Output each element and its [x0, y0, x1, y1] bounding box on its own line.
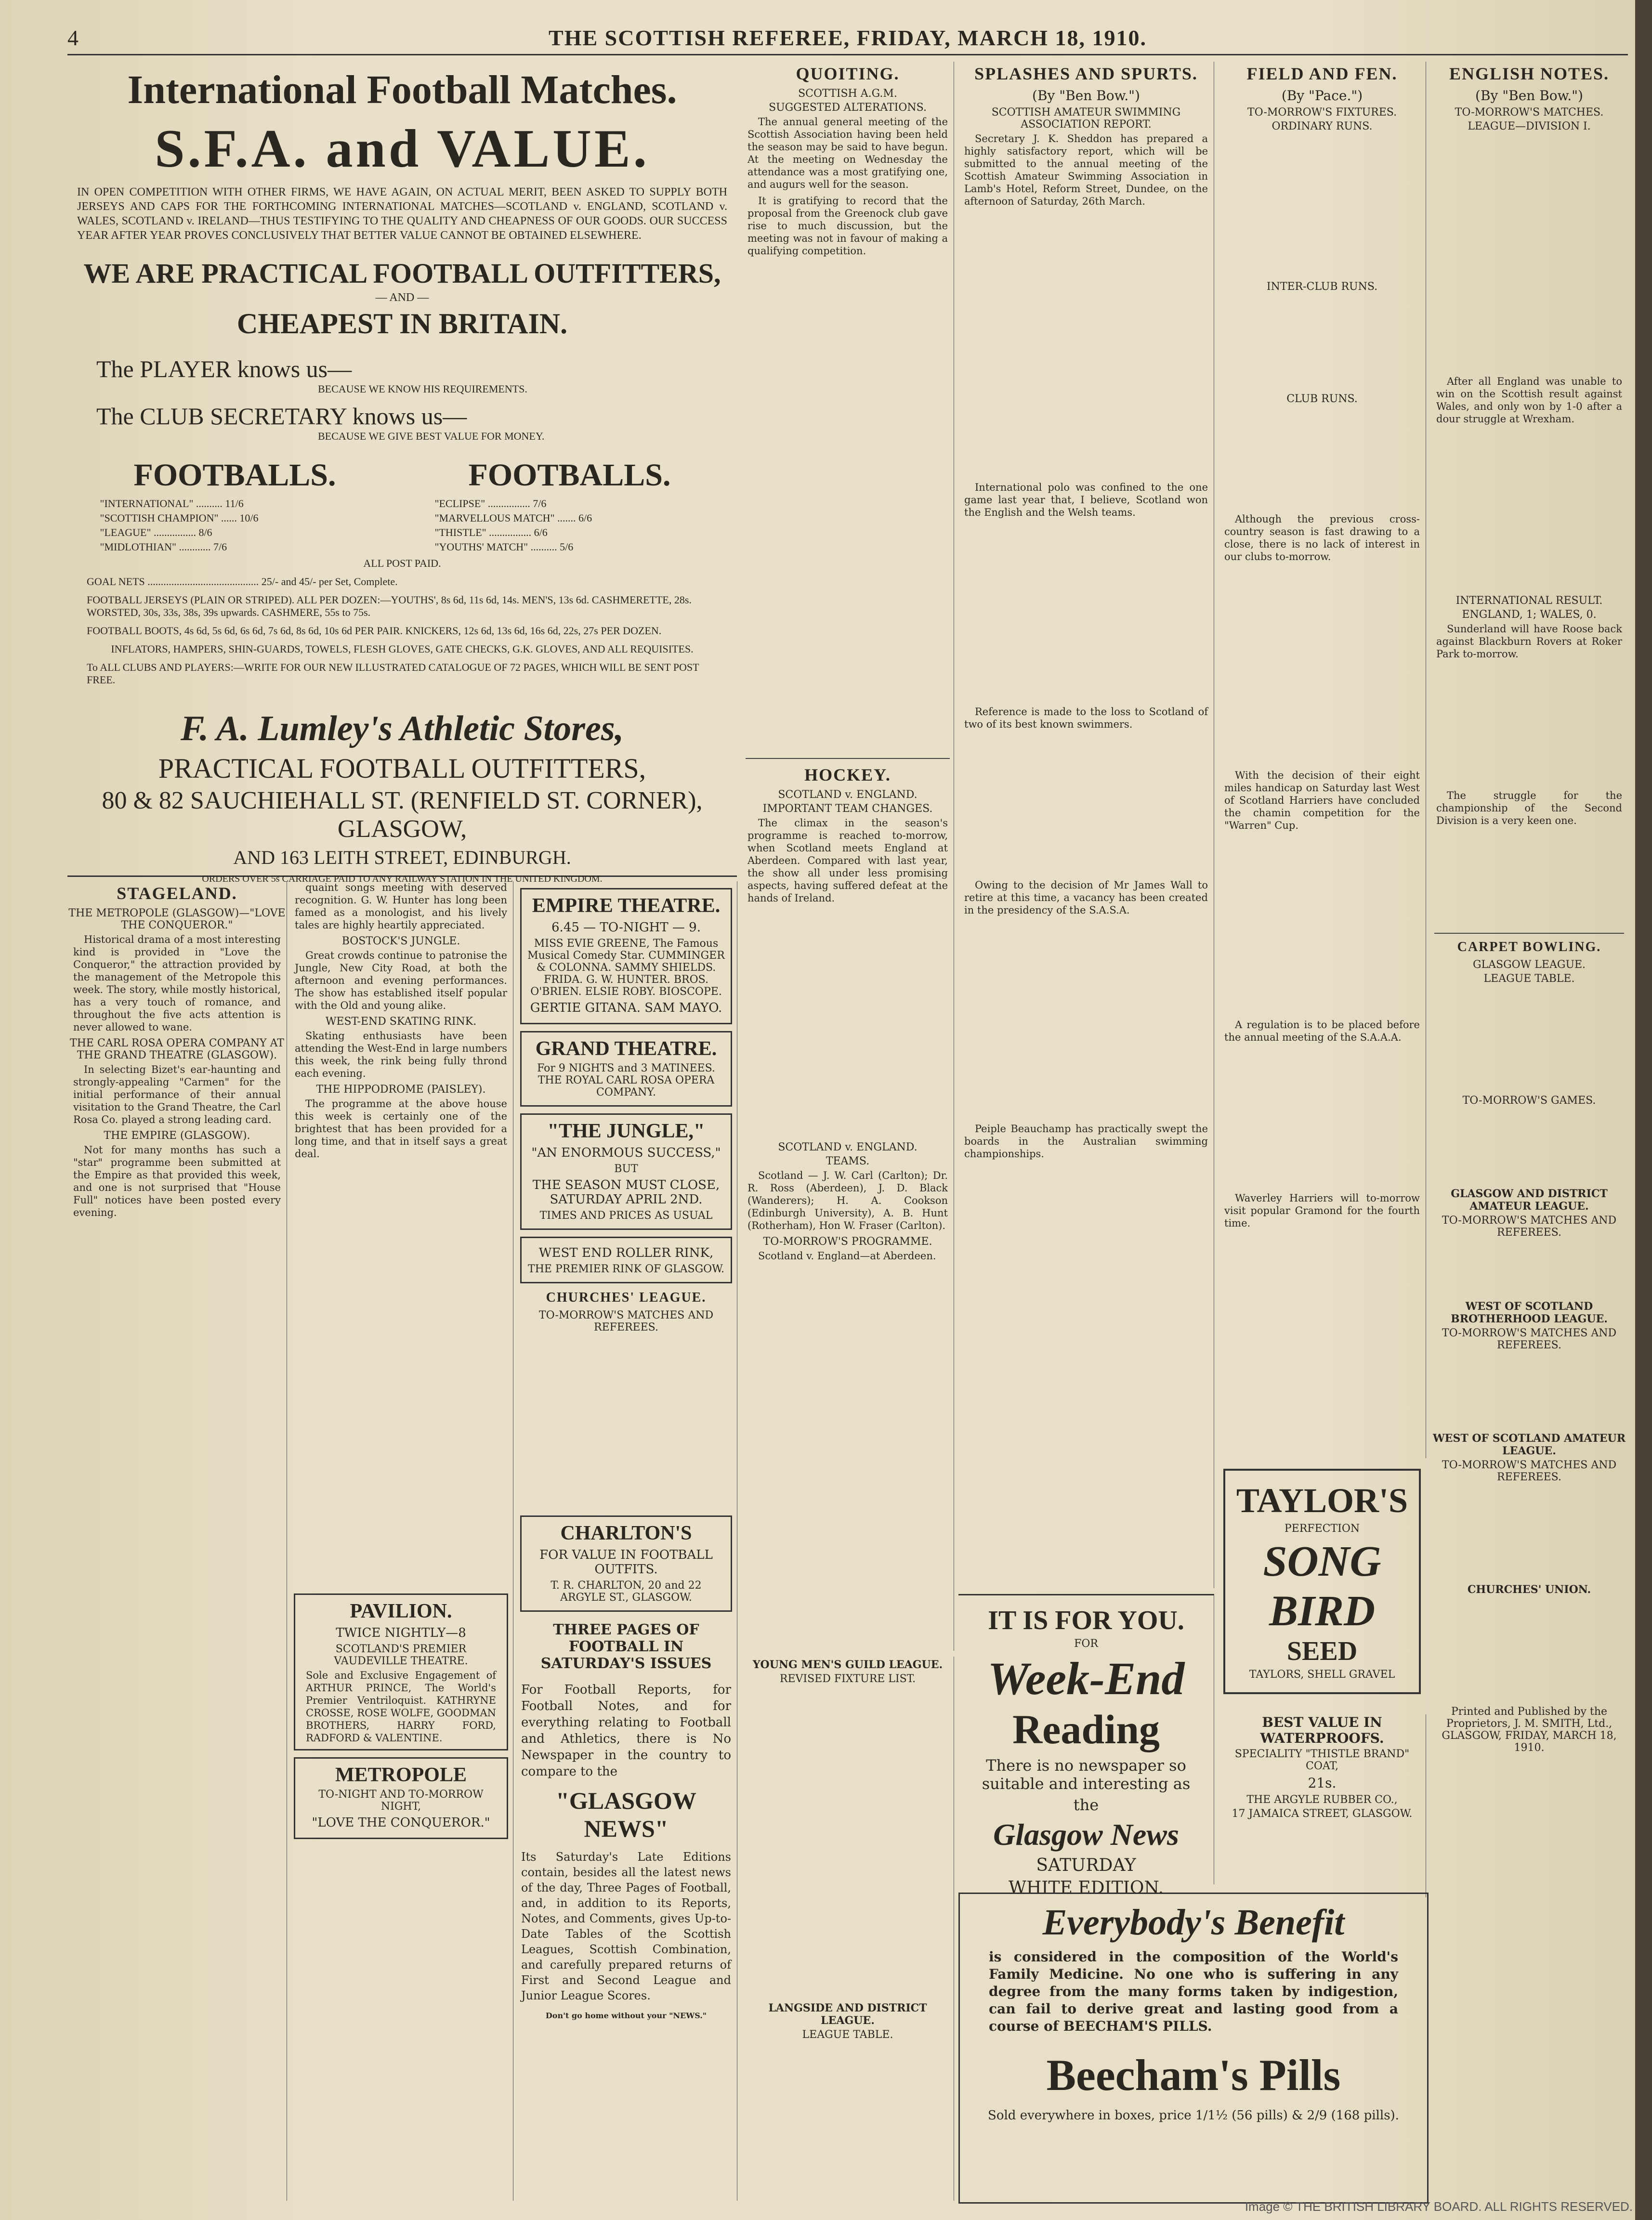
- rubber-address: 17 JAMAICA STREET, GLASGOW.: [1232, 1808, 1413, 1820]
- jungle-close: THE SEASON MUST CLOSE, SATURDAY APRIL 2ND.: [532, 1178, 720, 1207]
- grand-ad: [520, 1031, 732, 1107]
- quoiting-title: QUOITING.: [796, 64, 900, 83]
- splashes-title: SPLASHES AND SPURTS.: [974, 64, 1198, 83]
- rink-title: WEST-END SKATING RINK.: [325, 1016, 477, 1028]
- player-reason: BECAUSE WE KNOW HIS REQUIREMENTS.: [318, 383, 527, 395]
- player-knows: The PLAYER knows us—: [96, 355, 352, 382]
- masthead: THE SCOTTISH REFEREE, FRIDAY, MARCH 18, 1910.: [549, 26, 1147, 50]
- splashes-para-3: Reference is made to the loss to Scotland of two of its best known swimmers.: [964, 706, 1208, 730]
- seed-song: SONG: [1263, 1537, 1381, 1585]
- store-address-1: 80 & 82 SAUCHIEHALL ST. (RENFIELD ST. CORNER), GLASGOW,: [102, 787, 703, 843]
- empire-body: MISS EVIE GREENE, The Famous Musical Comedy Star. CUMMINGER & COLONNA. SAMMY SHIELDS. FRIDA. G. W. HUNTER. BROS. O'BRIEN. ELSIE ROBY. BIOSCOPE.: [527, 938, 725, 998]
- ws2-title: WEST OF SCOTLAND AMATEUR LEAGUE.: [1432, 1432, 1626, 1457]
- intl-result: ENGLAND, 1; WALES, 0.: [1462, 609, 1597, 621]
- ws-sub: TO-MORROW'S MATCHES AND REFEREES.: [1442, 1327, 1617, 1351]
- splashes-column: [958, 62, 1214, 1588]
- price-item: "LEAGUE" ................ 8/6: [100, 526, 212, 538]
- grand-body: For 9 NIGHTS and 3 MATINEES. THE ROYAL CARL ROSA OPERA COMPANY.: [537, 1062, 715, 1098]
- field-byline: (By "Pace."): [1281, 88, 1363, 104]
- footballs-right: FOOTBALLS.: [468, 457, 671, 493]
- field-para-1: Although the previous cross-country season is fast drawing to a close, there is no lack of interest in our clubs to-morrow.: [1224, 513, 1420, 562]
- langside-title: LANGSIDE AND DISTRICT LEAGUE.: [768, 2002, 927, 2027]
- glasgow-news-body: Its Saturday's Late Editions contain, besides all the latest news of the day, Three Pages of Football, and, in addition to its Reports, Notes, and Comments, gives Up-to-Date Tables of the Scottish Leagues, Scottish Combination, and carefully prepared returns of First and Second League and Junior League Scores.: [521, 1850, 731, 2002]
- roller-rink-sub: THE PREMIER RINK OF GLASGOW.: [528, 1263, 724, 1275]
- quoiting-sub: SCOTTISH A.G.M.: [798, 88, 897, 100]
- quoiting-para-1: The annual general meeting of the Scottish Association having been held the season may be said to have begun. At the meeting on Wednesday the attendance was a most gratifying one, and augurs well for the season.: [747, 116, 948, 190]
- pavilion-title: PAVILION.: [350, 1600, 452, 1622]
- field-sub-3: INTER-CLUB RUNS.: [1266, 281, 1378, 293]
- football-price-lists: [67, 496, 737, 554]
- boots-line: FOOTBALL BOOTS, 4s 6d, 5s 6d, 6s 6d, 7s 6d, 8s 6d, 10s 6d PER PAIR. KNICKERS, 12s 6d, 13s 6d, 16s 6d, 22s, 27s PER DOZEN.: [87, 625, 662, 637]
- bird-seed-box: [1223, 1469, 1421, 1694]
- post-paid: ALL POST PAID.: [363, 557, 441, 569]
- price-item: "MARVELLOUS MATCH" ....... 6/6: [434, 512, 592, 524]
- ads-column: [515, 881, 737, 2201]
- hockey-para: The climax in the season's programme is reached to-morrow, when Scotland meets England at Aberdeen. Compared with last year, the show all under less promising aspects, having suffered defeat at the hands of Ireland.: [747, 817, 948, 904]
- store-address-2: AND 163 LEITH STREET, EDINBURGH.: [233, 847, 571, 868]
- charlton-body: FOR VALUE IN FOOTBALL OUTFITS.: [539, 1548, 713, 1577]
- ad-title: S.F.A. and VALUE.: [155, 119, 650, 179]
- english-para-1: After all England was unable to win on the Scottish result against Wales, and only won by 1-0 after a dour struggle at Wrexham.: [1436, 376, 1622, 425]
- grand-title: GRAND THEATRE.: [535, 1038, 717, 1060]
- roller-rink-ad: [520, 1237, 732, 1283]
- glasgow-news-title: "GLASGOW NEWS": [556, 1787, 696, 1842]
- pavilion-sub: TWICE NIGHTLY—8: [336, 1626, 466, 1640]
- guild-section: [742, 1657, 954, 2201]
- splashes-para-1: Secretary J. K. Sheddon has prepared a highly satisfactory report, which will be submitted to the annual meeting of the Scottish Amateur Swimming Association in Lamb's Hotel, Reform Street, Dundee, on the afternoon of Saturday, 26th March.: [964, 133, 1208, 207]
- cu-title: CHURCHES' UNION.: [1467, 1583, 1591, 1596]
- inflators-line: INFLATORS, HAMPERS, SHIN-GUARDS, TOWELS, FLESH GLOVES, GATE CHECKS, G.K. GLOVES, AND ALL REQUISITES.: [111, 643, 694, 655]
- store-orders: ORDERS OVER 5s CARRIAGE PAID TO ANY RAILWAY STATION IN THE UNITED KINGDOM.: [202, 874, 603, 884]
- quoiting-para-2: It is gratifying to record that the proposal from the Greenock club gave rise to much discussion, but the meeting was not in favour of making a qualifying competition.: [747, 195, 948, 257]
- charlton-ad: [520, 1515, 732, 1612]
- ad-no-paper: There is no newspaper so suitable and interesting as: [982, 1756, 1191, 1793]
- store-sub: PRACTICAL FOOTBALL OUTFITTERS,: [158, 753, 646, 784]
- field-column: [1219, 62, 1426, 1458]
- club-knows: The CLUB SECRETARY knows us—: [96, 403, 467, 430]
- ad-white-edition: WHITE EDITION.: [1008, 1878, 1164, 1898]
- ad-and: — AND —: [375, 291, 429, 304]
- field-title: FIELD AND FEN.: [1246, 64, 1398, 83]
- teams-sub: TEAMS.: [826, 1155, 870, 1167]
- quoiting-column: [742, 62, 954, 1651]
- stageland-sub-1: THE METROPOLE (GLASGOW)—"LOVE THE CONQUEROR.": [68, 907, 286, 931]
- english-para-2: Sunderland will have Roose back against Blackburn Rovers at Roker Park to-morrow.: [1436, 623, 1622, 660]
- charlton-address: T. R. CHARLTON, 20 and 22 ARGYLE ST., GLASGOW.: [551, 1580, 702, 1604]
- ad-glasgow-news: Glasgow News: [993, 1817, 1179, 1852]
- rubber-sub: SPECIALITY "THISTLE BRAND" COAT,: [1234, 1748, 1410, 1772]
- rink-para: Skating enthusiasts have been attending the West-End in large numbers this week, the rink being fully thrond each evening.: [295, 1030, 507, 1079]
- stageland-sub-2: THE CARL ROSA OPERA COMPANY AT THE GRAND THEATRE (GLASGOW).: [70, 1037, 284, 1061]
- gd-sub: TO-MORROW'S MATCHES AND REFEREES.: [1442, 1214, 1617, 1239]
- beechams-ad: [958, 1893, 1429, 2204]
- ad-the: the: [1073, 1796, 1099, 1814]
- carpet-sub-3: TO-MORROW'S GAMES.: [1462, 1095, 1596, 1107]
- stageland-title: STAGELAND.: [117, 884, 237, 903]
- teams-para: Scotland — J. W. Carl (Carlton); Dr. R. Ross (Aberdeen), J. D. Black (Wanderers); H. A. Cookson (Edinburgh University), A. B. Hunt (Rotherham), Hon W. Fraser (Carlton).: [747, 1170, 948, 1231]
- three-pages-title: THREE PAGES OF FOOTBALL IN SATURDAY'S ISSUES: [540, 1621, 712, 1672]
- jungle-times: TIMES AND PRICES AS USUAL: [539, 1210, 713, 1222]
- langside-sub: LEAGUE TABLE.: [802, 2029, 893, 2041]
- splashes-byline: (By "Ben Bow."): [1032, 88, 1140, 104]
- intl-result-title: INTERNATIONAL RESULT.: [1455, 595, 1603, 607]
- pavilion-ad: [294, 1593, 508, 1750]
- price-list-right: [435, 496, 705, 554]
- dont-go-home: Don't go home without your "NEWS.": [545, 2011, 707, 2020]
- splashes-sub: SCOTTISH AMATEUR SWIMMING ASSOCIATION REPORT.: [991, 106, 1181, 131]
- binding-gutter: [1635, 0, 1652, 2220]
- to-all-line: To ALL CLUBS AND PLAYERS:—WRITE FOR OUR NEW ILLUSTRATED CATALOGUE OF 72 PAGES, WHICH WILL BE SENT POST FREE.: [87, 661, 699, 686]
- metropole-title: METROPOLE: [335, 1764, 467, 1786]
- price-item: "ECLIPSE" ................ 7/6: [434, 497, 547, 509]
- store-name: F. A. Lumley's Athletic Stores,: [180, 709, 624, 748]
- footballs-left: FOOTBALLS.: [133, 457, 336, 493]
- club-reason: BECAUSE WE GIVE BEST VALUE FOR MONEY.: [318, 430, 545, 442]
- weekend-reading-ad: [958, 1594, 1214, 1898]
- pavilion-sub-2: SCOTLAND'S PREMIER VAUDEVILLE THEATRE.: [334, 1643, 468, 1667]
- quoiting-sub-2: SUGGESTED ALTERATIONS.: [769, 102, 927, 114]
- ad-cheapest: CHEAPEST IN BRITAIN.: [236, 308, 568, 340]
- ad-weekend: Week-End: [987, 1653, 1185, 1704]
- churches-title: CHURCHES' LEAGUE.: [546, 1290, 707, 1305]
- stageland-para-2: In selecting Bizet's ear-haunting and strongly-appealing "Carmen" for the initial performance of their annual visitation to the Grand Theatre, the Carl Rosa Co. played a strong leading card.: [73, 1064, 281, 1125]
- gd-title: GLASGOW AND DISTRICT AMATEUR LEAGUE.: [1451, 1188, 1608, 1213]
- stageland-column: [67, 881, 287, 2201]
- carpet-title: CARPET BOWLING.: [1457, 940, 1601, 954]
- price-item: "SCOTTISH CHAMPION" ...... 10/6: [100, 512, 259, 524]
- image-credit: Image © THE BRITISH LIBRARY BOARD. ALL RIGHTS RESERVED.: [1245, 2199, 1633, 2214]
- price-item: "MIDLOTHIAN" ............ 7/6: [100, 541, 227, 553]
- beecham-headline: Everybody's Benefit: [1042, 1902, 1345, 1943]
- programme-title: TO-MORROW'S PROGRAMME.: [763, 1236, 932, 1248]
- metropole-show: "LOVE THE CONQUEROR.": [312, 1815, 490, 1830]
- hippodrome-title: THE HIPPODROME (PAISLEY).: [316, 1084, 486, 1096]
- three-pages-body: For Football Reports, for Football Notes, and for everything relating to Football and Athletics, there is No Newspaper in the country to compare to the: [521, 1683, 731, 1779]
- churches-sub: TO-MORROW'S MATCHES AND REFEREES.: [538, 1309, 714, 1333]
- carpet-sub-2: LEAGUE TABLE.: [1483, 973, 1575, 985]
- empire-time: 6.45 — TO-NIGHT — 9.: [551, 920, 701, 935]
- beecham-price: Sold everywhere in boxes, price 1/1½ (56 pills) & 2/9 (168 pills).: [988, 2108, 1399, 2123]
- pavilion-body: Sole and Exclusive Engagement of ARTHUR PRINCE, The World's Premier Ventriloquist. KATHRYNE CROSSE, ROSE WOLFE, GOODMAN BROTHERS, HARRY FORD, RADFORD & VALENTINE.: [306, 1670, 496, 1744]
- hockey-sub-2: IMPORTANT TEAM CHANGES.: [762, 803, 933, 815]
- goal-nets: GOAL NETS .......................................... 25/- and 45/- per Set, Complete.: [87, 575, 398, 588]
- programme-para: Scotland v. England—at Aberdeen.: [758, 1250, 936, 1262]
- jungle-but: BUT: [614, 1163, 638, 1175]
- ad-for: FOR: [1074, 1638, 1098, 1650]
- seed-bird: BIRD: [1269, 1587, 1376, 1635]
- carpet-sub: GLASGOW LEAGUE.: [1472, 959, 1586, 971]
- ad-practical: WE ARE PRACTICAL FOOTBALL OUTFITTERS,: [83, 258, 721, 289]
- english-para-3: The struggle for the championship of the Second Division is a very keen one.: [1436, 790, 1622, 826]
- field-para-2: With the decision of their eight miles handicap on Saturday last West of Scotland Harriers have concluded the chamin competition for the "Warren" Cup.: [1224, 770, 1420, 831]
- teams-title: SCOTLAND v. ENGLAND.: [778, 1141, 918, 1153]
- ad-reading: Reading: [1012, 1706, 1160, 1752]
- page-header: [67, 25, 1628, 55]
- hockey-title: HOCKEY.: [804, 765, 891, 784]
- metropole-sub: TO-NIGHT AND TO-MORROW NIGHT,: [318, 1789, 484, 1813]
- field-para-4: Waverley Harriers will to-morrow visit popular Gramond for the fourth time.: [1224, 1192, 1420, 1229]
- hippodrome-para: The programme at the above house this week is certainly one of the brightest that has been provided for a long time, and that in itself says a great deal.: [295, 1098, 507, 1160]
- stageland-sub-3: THE EMPIRE (GLASGOW).: [104, 1130, 250, 1142]
- english-column: [1430, 62, 1628, 2200]
- jungle-sub: "AN ENORMOUS SUCCESS,": [531, 1146, 721, 1160]
- ws2-sub: TO-MORROW'S MATCHES AND REFEREES.: [1442, 1459, 1617, 1483]
- ws-title: WEST OF SCOTLAND BROTHERHOOD LEAGUE.: [1451, 1300, 1608, 1325]
- guild-sub: REVISED FIXTURE LIST.: [779, 1673, 916, 1685]
- it-is-for-you: IT IS FOR YOU.: [988, 1606, 1184, 1635]
- english-byline: (By "Ben Bow."): [1475, 88, 1583, 104]
- theatre-column: [289, 881, 513, 2201]
- bostock-para: Great crowds continue to patronise the Jungle, New City Road, at both the afternoon and evening performances. The show has established itself popular with the Old and young alike.: [295, 950, 507, 1011]
- splashes-para-2: International polo was confined to the one game last year that, I believe, Scotland won the English and the Welsh teams.: [964, 482, 1208, 518]
- jungle-ad: [520, 1113, 732, 1230]
- splashes-para-4: Owing to the decision of Mr James Wall to retire at this time, a vacancy has been created in the presidency of the S.A.S.A.: [964, 879, 1208, 916]
- english-title: ENGLISH NOTES.: [1449, 64, 1610, 83]
- guild-title: YOUNG MEN'S GUILD LEAGUE.: [752, 1658, 943, 1671]
- splashes-para-5: Peiple Beauchamp has practically swept the boards in the Australian swimming championships.: [964, 1123, 1208, 1160]
- metropole-ad: [294, 1757, 508, 1839]
- field-para-3: A regulation is to be placed before the annual meeting of the S.A.A.A.: [1224, 1019, 1420, 1043]
- jerseys-line: FOOTBALL JERSEYS (PLAIN OR STRIPED). ALL PER DOZEN:—YOUTHS', 8s 6d, 11s 6d, 14s. MEN'S, 13s 6d. CASHMERETTE, 28s. WORSTED, 30s, 33s, 38s, 39s upwards. CASHMERE, 55s to 75s.: [87, 594, 692, 618]
- price-item: "YOUTHS' MATCH" .......... 5/6: [434, 541, 574, 553]
- price-item: "THISTLE" ................ 6/6: [434, 526, 548, 538]
- stageland-para-1: Historical drama of a most interesting kind is provided in "Love the Conqueror," the attraction provided by the management of the Metropole this week. The story, while mostly historical, has a very touch of romance, and throughout the five acts attention is never allowed to wane.: [73, 934, 281, 1033]
- beecham-body: is considered in the composition of the World's Family Medicine. No one who is suffering in any degree from the many forms taken by indigestion, can fail to derive great and lasting good from a course of BEECHAM'S PILLS.: [989, 1949, 1398, 2034]
- ad-headline: International Football Matches.: [127, 67, 677, 112]
- empire-title: EMPIRE THEATRE.: [532, 895, 721, 917]
- bostock-title: BOSTOCK'S JUNGLE.: [341, 935, 460, 947]
- empire-ad: [520, 888, 732, 1024]
- theatre-para-1: quaint songs meeting with deserved recognition. G. W. Hunter has long been famed as a monologist, and his lively tales are highly heartily appreciated.: [295, 882, 507, 931]
- field-sub: TO-MORROW'S FIXTURES.: [1247, 106, 1397, 118]
- seed-perfection: PERFECTION: [1284, 1522, 1360, 1535]
- printed-by: Printed and Published by the Proprietors, J. M. SMITH, Ltd., GLASGOW, FRIDAY, MARCH 18, 1910.: [1442, 1706, 1617, 1754]
- roller-rink-title: WEST END ROLLER RINK,: [538, 1246, 714, 1260]
- english-sub: TO-MORROW'S MATCHES.: [1455, 106, 1604, 118]
- rubber-price: 21s.: [1308, 1775, 1337, 1791]
- price-item: "INTERNATIONAL" .......... 11/6: [100, 497, 244, 509]
- beecham-pills: Beecham's Pills: [1046, 2050, 1341, 2100]
- jungle-title: "THE JUNGLE,": [547, 1120, 705, 1142]
- charlton-title: CHARLTON'S: [560, 1522, 692, 1544]
- rubber-company: THE ARGYLE RUBBER CO.,: [1246, 1794, 1398, 1806]
- price-list-left: [100, 496, 370, 554]
- hockey-sub: SCOTLAND v. ENGLAND.: [778, 789, 918, 801]
- footballs-row: [67, 457, 737, 494]
- english-sub-2: LEAGUE—DIVISION I.: [1468, 120, 1591, 132]
- sfa-advertisement: [67, 62, 737, 884]
- waterproofs-ad: [1219, 1714, 1426, 1897]
- empire-acts: GERTIE GITANA. SAM MAYO.: [530, 1001, 722, 1015]
- stageland-para-3: Not for many months has such a "star" programme been submitted at the Empire as that provided this week, and one is not surprised that "House Full" notices have been posted every evening.: [73, 1144, 281, 1218]
- field-sub-2: ORDINARY RUNS.: [1272, 120, 1373, 132]
- seed-footer: TAYLORS, SHELL GRAVEL: [1249, 1668, 1395, 1681]
- seed-brand: TAYLOR'S: [1236, 1481, 1408, 1520]
- ad-saturday: SATURDAY: [1036, 1855, 1136, 1875]
- page-number: 4: [67, 26, 79, 50]
- rubber-title: BEST VALUE IN WATERPROOFS.: [1260, 1714, 1384, 1746]
- field-sub-4: CLUB RUNS.: [1286, 393, 1358, 405]
- seed-seed: SEED: [1286, 1636, 1358, 1666]
- ad-intro: IN OPEN COMPETITION WITH OTHER FIRMS, WE HAVE AGAIN, ON ACTUAL MERIT, BEEN ASKED TO SUPPLY BOTH JERSEYS AND CAPS FOR THE FORTHCOMING INTERNATIONAL MATCHES—SCOTLAND v. ENGLAND, SCOTLAND v. WALES, SCOTLAND v. IRELAND—THUS TESTIFYING TO THE QUALITY AND CHEAPNESS OF OUR GOODS. OUR SUCCESS YEAR AFTER YEAR PROVES CONCLUSIVELY THAT BETTER VALUE CANNOT BE OBTAINED ELSEWHERE.: [77, 186, 727, 242]
